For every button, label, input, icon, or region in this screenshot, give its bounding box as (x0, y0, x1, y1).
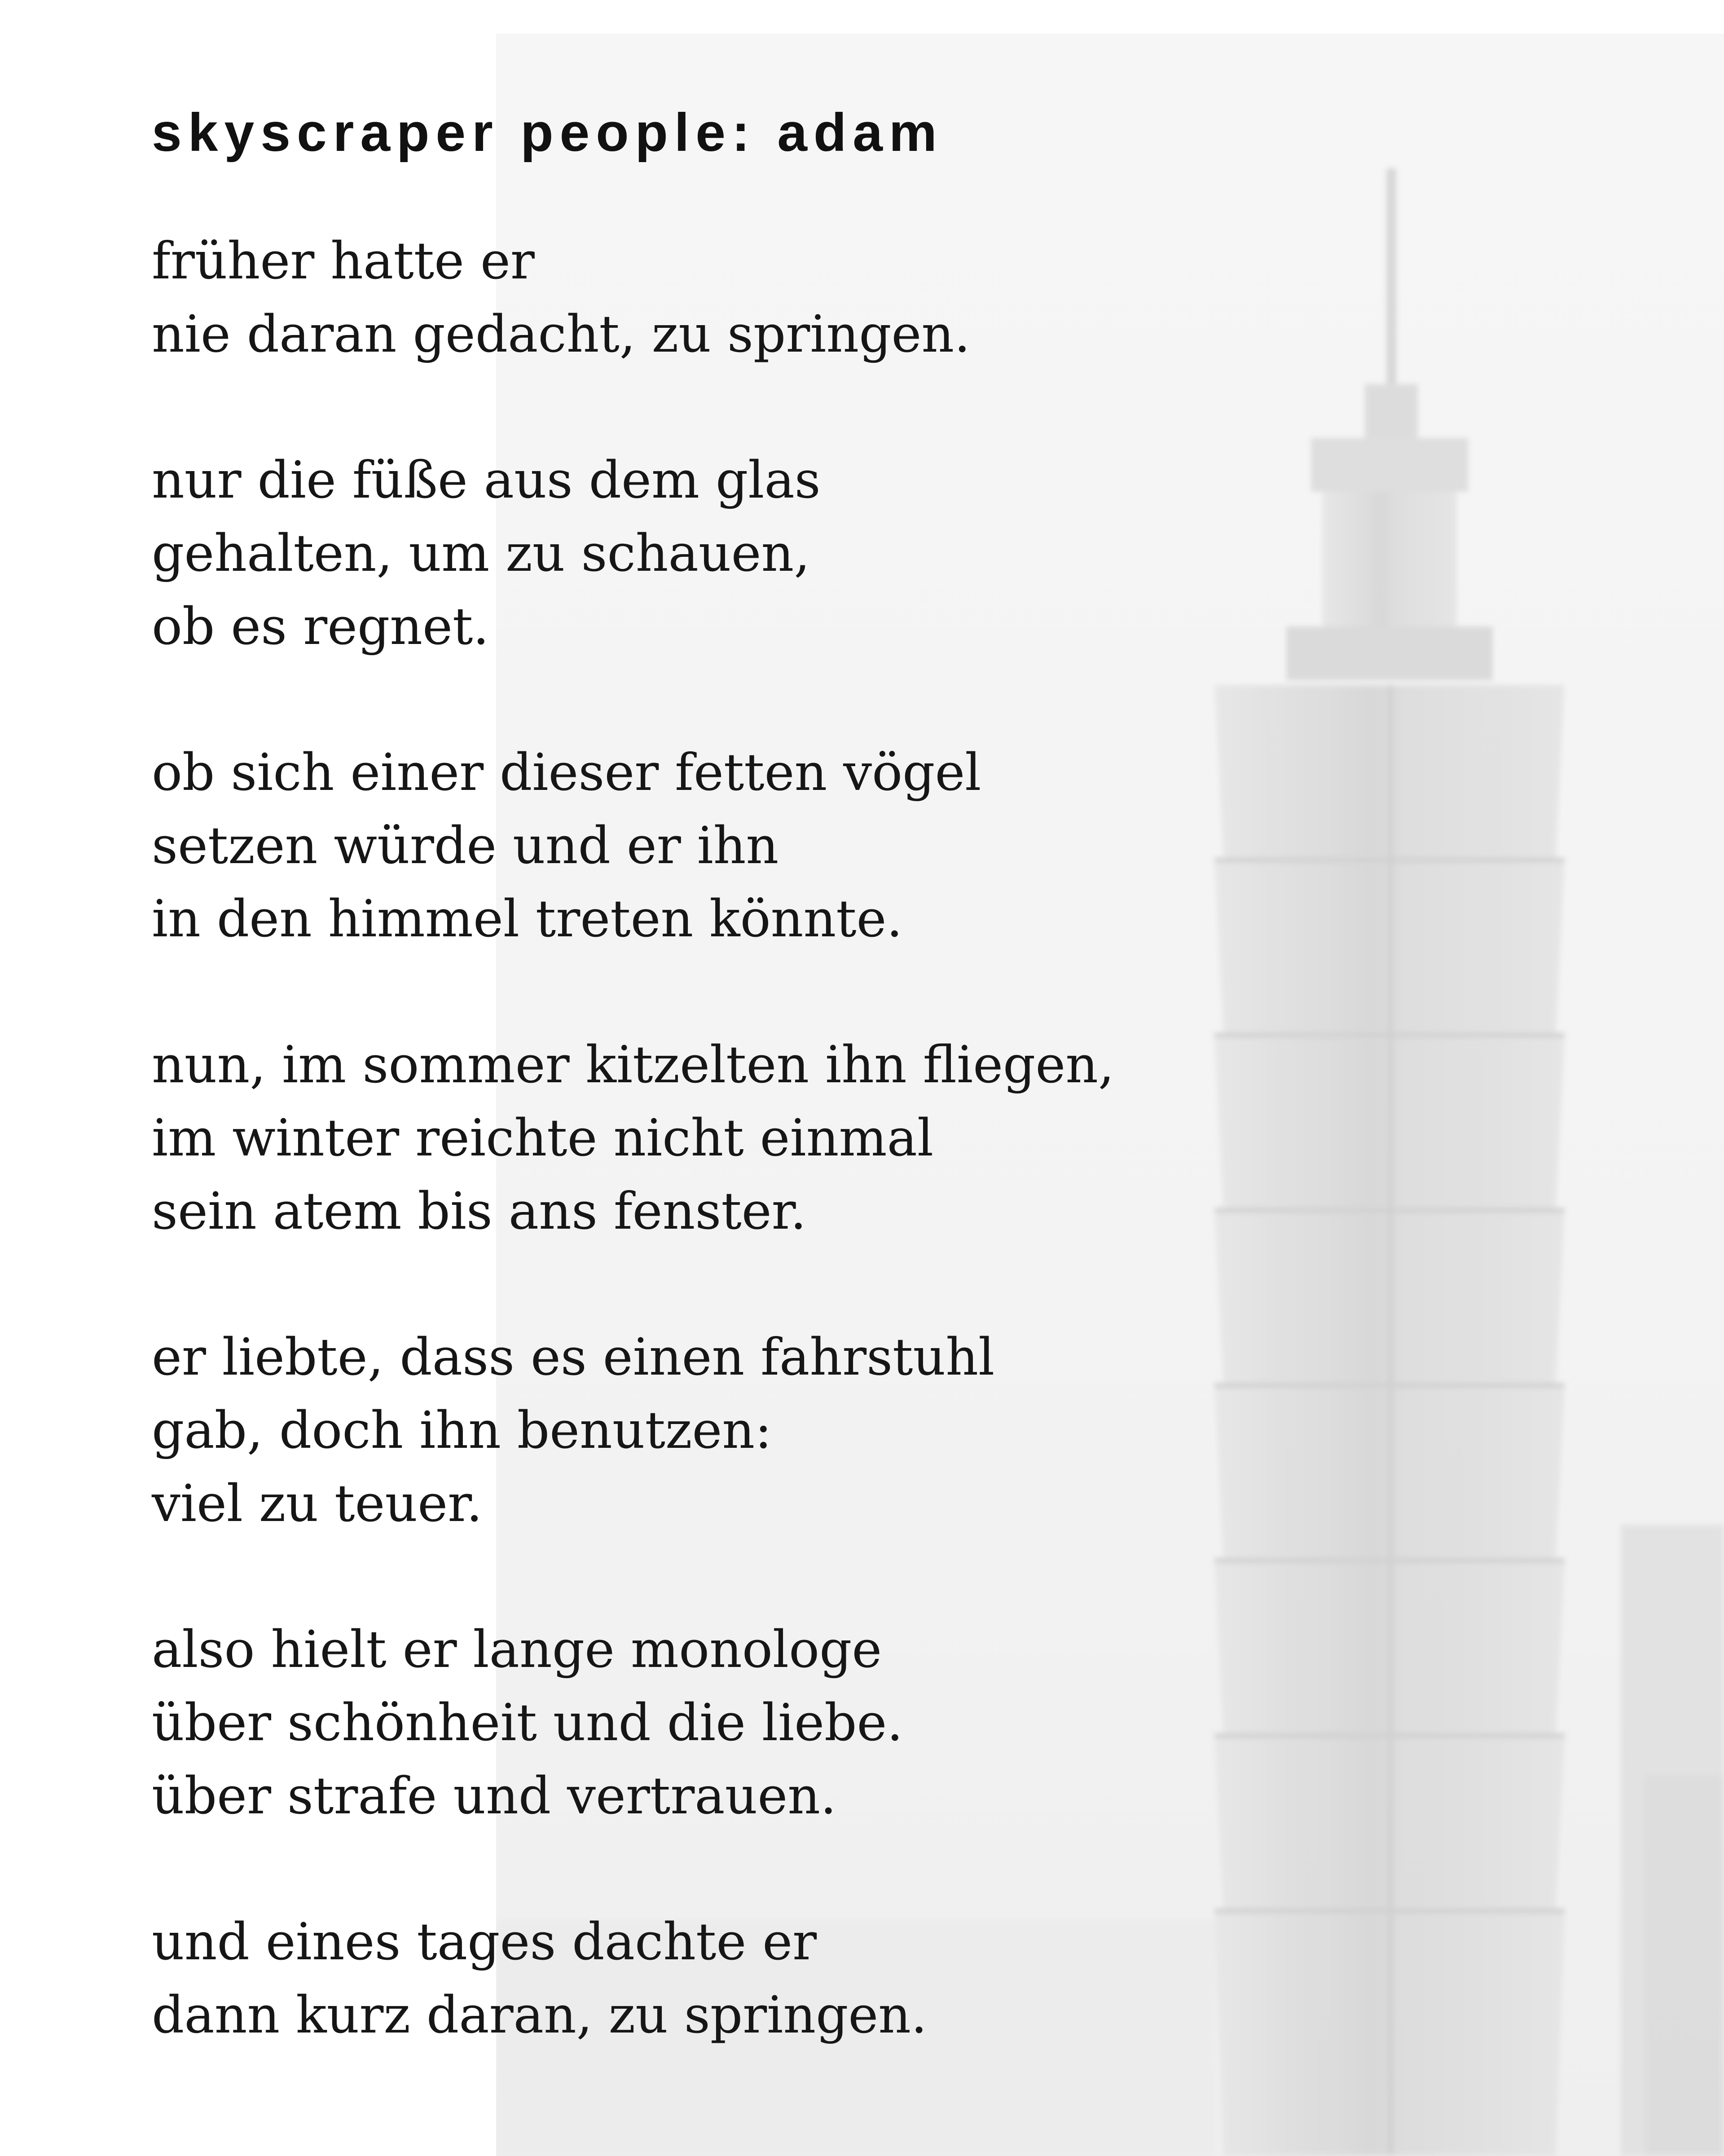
poem-line: gehalten, um zu schauen, (152, 524, 810, 583)
poem (152, 94, 1274, 2125)
poem-line: also hielt er lange monologe (152, 1620, 882, 1679)
stanza-2 (152, 444, 1274, 663)
poem-line: nun, im sommer kitzelten ihn fliegen, (152, 1035, 1114, 1094)
poem-line: nie daran gedacht, zu springen. (152, 304, 971, 364)
poem-line: setzen würde und er ihn (152, 816, 779, 875)
poem-line: gab, doch ihn benutzen: (152, 1401, 772, 1460)
poem-line: und eines tages dachte er (152, 1912, 817, 1971)
stanza-7 (152, 1905, 1274, 2052)
stanza-5 (152, 1321, 1274, 1540)
poem-line: im winter reichte nicht einmal (152, 1108, 934, 1168)
poem-line: viel zu teuer. (152, 1474, 483, 1533)
poem-line: über strafe und vertrauen. (152, 1766, 837, 1825)
poem-line: ob es regnet. (152, 597, 489, 656)
poem-line: früher hatte er (152, 231, 535, 291)
poem-title: skyscraper people: adam (152, 102, 943, 163)
poem-line: über schönheit und die liebe. (152, 1693, 903, 1752)
stanza-6 (152, 1613, 1274, 1833)
poem-line: nur die füße aus dem glas (152, 450, 821, 510)
poem-line: in den himmel treten könnte. (152, 889, 903, 948)
poem-line: ob sich einer dieser fetten vögel (152, 743, 981, 802)
stanza-1 (152, 225, 1274, 371)
poem-line: er liebte, dass es einen fahrstuhl (152, 1327, 995, 1387)
poem-line: dann kurz daran, zu springen. (152, 1985, 928, 2045)
stanza-3 (152, 736, 1274, 956)
poem-line: sein atem bis ans fenster. (152, 1182, 807, 1241)
stanza-4 (152, 1028, 1274, 1248)
